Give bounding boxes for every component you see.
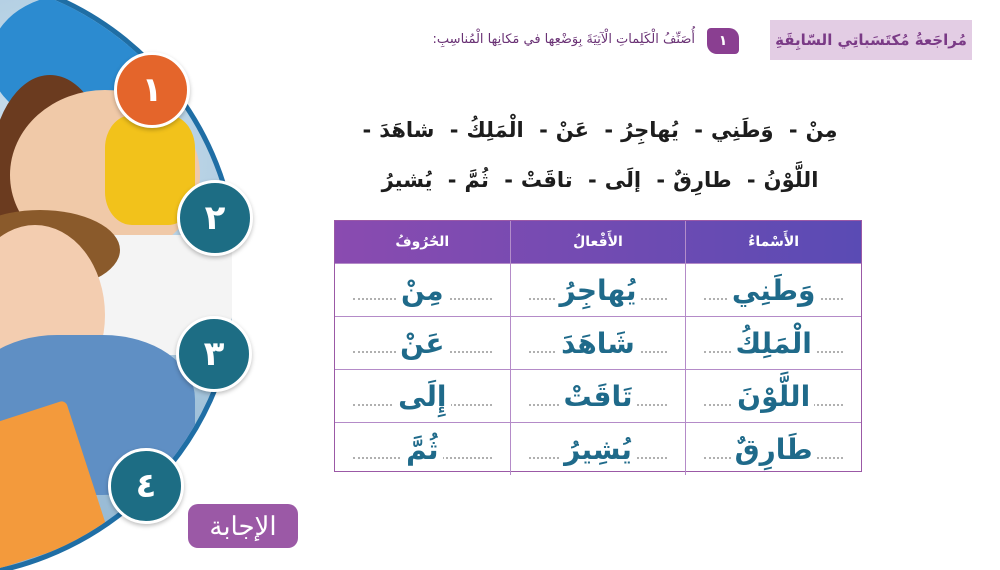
- word-separator: -: [539, 118, 548, 142]
- word-bank-word: الْمَلِكُ: [466, 118, 524, 142]
- word-separator: -: [788, 118, 798, 142]
- word-bank-line-2: [330, 168, 870, 192]
- classification-table: [334, 220, 862, 472]
- column-header-verbs: الأَفْعالُ: [510, 221, 686, 263]
- word-separator: -: [504, 168, 513, 192]
- word-bank-word: شاهَدَ: [379, 118, 435, 142]
- answer-cell[interactable]: [685, 423, 861, 475]
- step-number-3[interactable]: ٣: [176, 316, 252, 392]
- word-separator: -: [746, 168, 756, 192]
- word-bank-word: تاقَتْ: [520, 168, 573, 192]
- exercise-number-badge: ١: [707, 28, 739, 54]
- word-bank-word: طارِقٌ: [673, 168, 732, 192]
- word-bank-word: إلَى: [604, 168, 642, 192]
- word-bank-word: مِنْ: [805, 118, 838, 142]
- answer-text: ثُمَّ: [402, 433, 442, 466]
- word-bank-word: يُهاجِرُ: [621, 118, 679, 142]
- answer-cell[interactable]: [510, 370, 686, 422]
- table-row: [335, 422, 861, 475]
- table-row: [335, 316, 861, 369]
- answer-text: طَارِقٌ: [731, 433, 817, 466]
- answer-cell[interactable]: [335, 264, 510, 316]
- step-number-4[interactable]: ٤: [108, 448, 184, 524]
- answer-cell[interactable]: [510, 317, 686, 369]
- answer-button[interactable]: الإجابة: [188, 504, 298, 548]
- word-bank-word: اللَّوْنُ: [763, 168, 819, 192]
- answer-text: إِلَى: [394, 380, 450, 413]
- exercise-instruction: أُصَنِّفُ الْكَلِماتِ الْآتِيَةَ بِوَضْعِها في مَكانِها الْمُناسِبِ:: [432, 32, 695, 47]
- answer-text: عَنْ: [396, 327, 448, 360]
- answer-cell[interactable]: [685, 264, 861, 316]
- word-separator: -: [656, 168, 666, 192]
- step-number-1[interactable]: ١: [114, 52, 190, 128]
- answer-text: شَاهَدَ: [557, 327, 639, 360]
- answer-cell[interactable]: [335, 423, 510, 475]
- word-bank-line-1: [330, 118, 870, 142]
- answer-cell[interactable]: [510, 264, 686, 316]
- word-bank-word: يُشيرُ: [381, 168, 433, 192]
- answer-cell[interactable]: [510, 423, 686, 475]
- table-row: [335, 263, 861, 316]
- word-separator: -: [587, 168, 597, 192]
- word-bank-word: ثُمَّ: [464, 168, 489, 192]
- table-header: [335, 221, 861, 263]
- word-bank-word: عَنْ: [555, 118, 590, 142]
- answer-text: اللَّوْنَ: [733, 380, 814, 413]
- word-separator: -: [362, 118, 372, 142]
- column-header-nouns: الأَسْماءُ: [685, 221, 861, 263]
- answer-text: يُشِيرُ: [560, 433, 636, 466]
- word-separator: -: [694, 118, 703, 142]
- lesson-title-badge: مُراجَعةُ مُكتَسَباتِي السّابِقَةِ: [770, 20, 972, 60]
- answer-text: مِنْ: [397, 274, 448, 307]
- word-separator: -: [447, 168, 457, 192]
- table-row: [335, 369, 861, 422]
- step-number-2[interactable]: ٢: [177, 180, 253, 256]
- word-separator: -: [604, 118, 614, 142]
- word-bank-word: وَطَنِي: [710, 118, 774, 142]
- answer-text: تَاقَتْ: [559, 380, 636, 413]
- answer-text: الْمَلِكُ: [731, 327, 815, 360]
- column-header-letters: الحُرُوفُ: [395, 234, 450, 250]
- answer-cell[interactable]: [335, 317, 510, 369]
- answer-text: وَطَنِي: [728, 274, 820, 307]
- word-separator: -: [449, 118, 459, 142]
- answer-cell[interactable]: [685, 370, 861, 422]
- answer-cell[interactable]: [685, 317, 861, 369]
- answer-text: يُهاجِرُ: [555, 274, 640, 307]
- answer-cell[interactable]: [335, 370, 510, 422]
